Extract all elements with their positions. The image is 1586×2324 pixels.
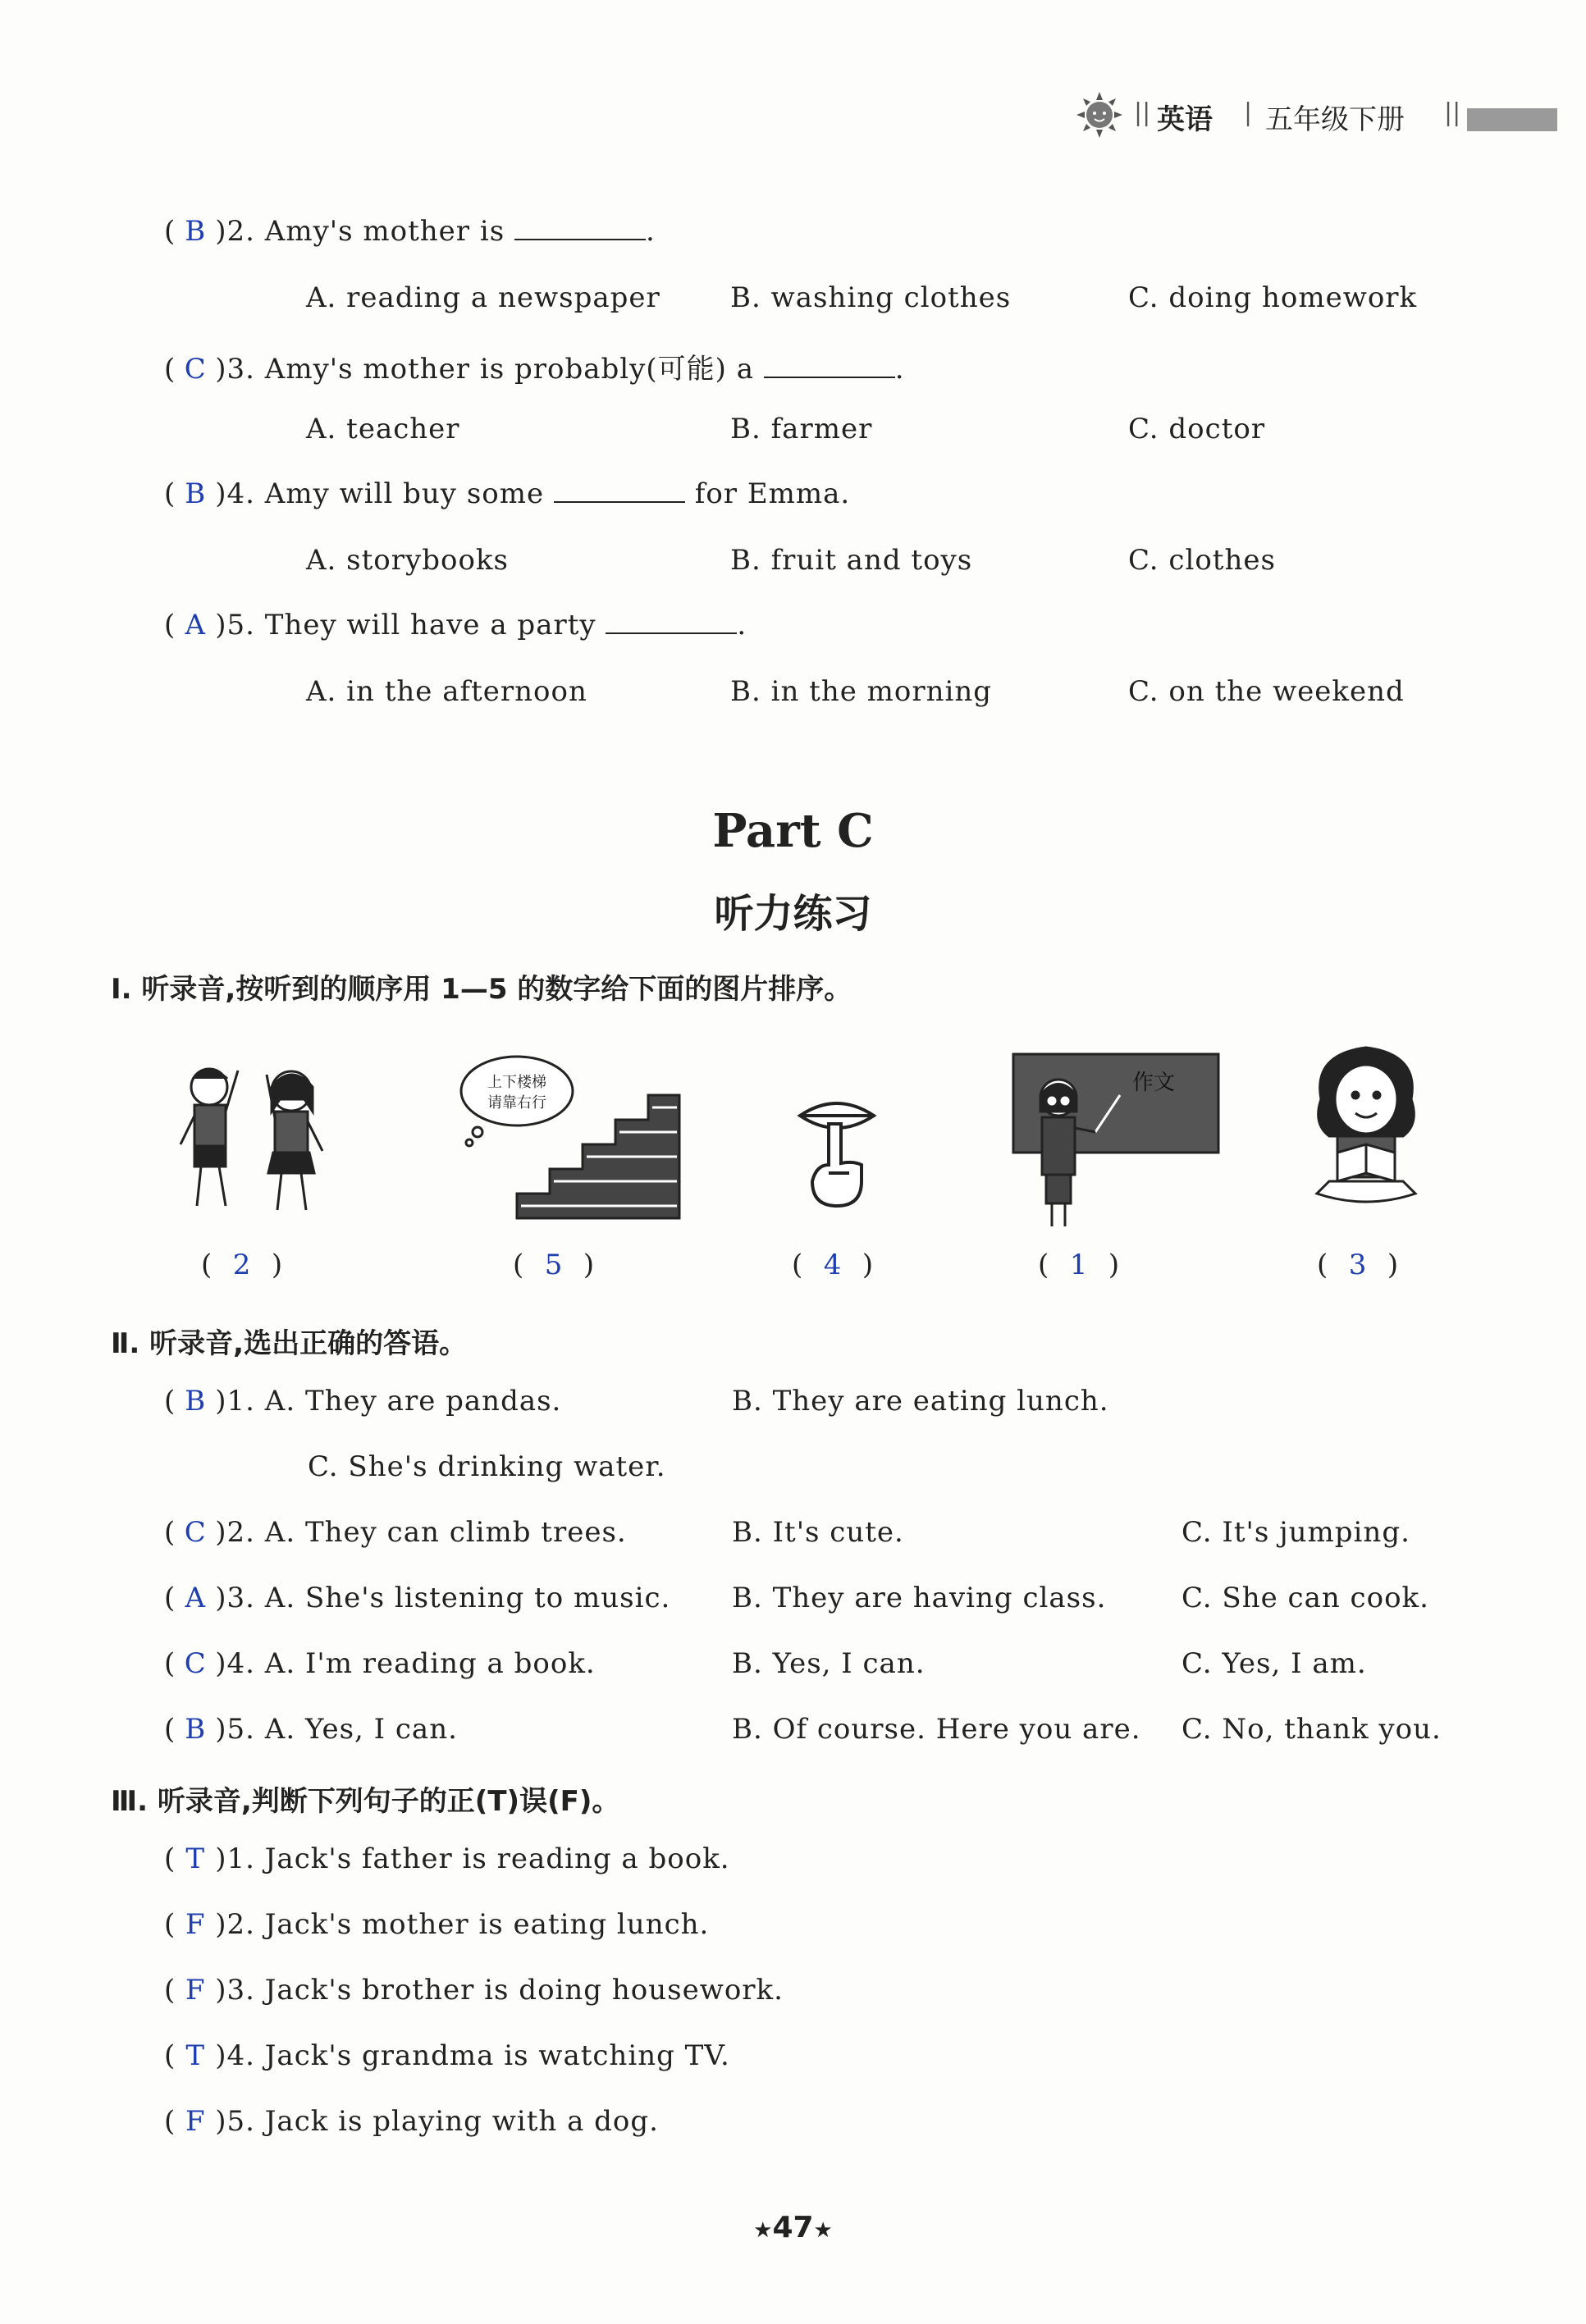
option-b: B. Of course. Here you are. <box>732 1713 1141 1746</box>
section3-heading: Ⅲ. 听录音,判断下列句子的正(T)误(F)。 <box>111 1785 620 1818</box>
option-a: A. reading a newspaper <box>306 281 660 314</box>
answer-mark: C <box>184 1647 207 1680</box>
picture-answer: ( 3 ) <box>1317 1249 1400 1281</box>
answer-mark: C <box>184 1516 207 1549</box>
option-c: C. on the weekend <box>1128 675 1405 708</box>
option-c: C. It's jumping. <box>1182 1516 1410 1549</box>
answer-mark: A <box>185 609 207 641</box>
picture-answer: ( 5 ) <box>513 1249 596 1281</box>
board-text: 作文 <box>1132 1071 1176 1095</box>
answer-mark: B <box>185 215 207 248</box>
question-row: ( C )2. A. They can climb trees. <box>164 1516 627 1549</box>
tf-row: ( F )5. Jack is playing with a dog. <box>164 2105 659 2138</box>
question-row: ( B )5. A. Yes, I can. <box>164 1713 458 1746</box>
page-number: ★47★ <box>753 2211 833 2244</box>
option-b: B. Yes, I can. <box>732 1647 926 1680</box>
question-row: ( B )2. Amy's mother is . <box>164 215 656 248</box>
option-b: B. washing clothes <box>730 281 1012 314</box>
question-row: ( A )3. A. She's listening to music. <box>164 1582 671 1614</box>
option-b: B. in the morning <box>730 675 993 708</box>
tf-row: ( T )1. Jack's father is reading a book. <box>164 1842 730 1875</box>
answer-mark: F <box>185 2105 206 2138</box>
tf-row: ( T )4. Jack's grandma is watching TV. <box>164 2039 730 2072</box>
page-header: || 英语 | 五年级下册 || <box>1075 90 1551 139</box>
answer-mark: B <box>185 1713 207 1746</box>
option-b: B. They are eating lunch. <box>732 1385 1109 1418</box>
option-b: B. It's cute. <box>732 1516 904 1549</box>
answer-mark: T <box>185 2039 206 2072</box>
part-subtitle: 听力练习 <box>714 891 872 937</box>
section2-heading: Ⅱ. 听录音,选出正确的答语。 <box>111 1327 468 1360</box>
option-c: C. She can cook. <box>1182 1582 1429 1614</box>
option-c: C. No, thank you. <box>1182 1713 1442 1746</box>
option-c: C. doctor <box>1128 413 1266 445</box>
answer-mark: C <box>184 353 207 386</box>
fill-blank <box>514 239 646 240</box>
option-a: A. teacher <box>306 413 460 445</box>
part-title: Part C <box>712 804 874 858</box>
girl-reading-picture <box>1305 1038 1428 1218</box>
option-c: C. clothes <box>1128 544 1276 577</box>
question-row: ( B )1. A. They are pandas. <box>164 1385 562 1418</box>
option-a: A. in the afternoon <box>306 675 587 708</box>
question-row: ( C )4. A. I'm reading a book. <box>164 1647 596 1680</box>
answer-mark: F <box>185 1908 206 1941</box>
option-b: B. They are having class. <box>732 1582 1107 1614</box>
stairs-sign-picture <box>459 1046 681 1226</box>
question-row: ( C )3. Amy's mother is probably(可能) a . <box>164 353 905 386</box>
header-grade: 五年级下册 <box>1265 103 1405 136</box>
question-row: ( B )4. Amy will buy some for Emma. <box>164 477 851 510</box>
fill-blank <box>764 377 895 378</box>
answer-mark: B <box>185 477 207 510</box>
option-b: B. farmer <box>730 413 873 445</box>
answer-mark: F <box>185 1974 206 2007</box>
option-a: A. storybooks <box>306 544 509 577</box>
sun-logo-icon <box>1075 90 1124 139</box>
answer-mark: B <box>185 1385 207 1418</box>
teacher-board-picture <box>1009 1050 1223 1230</box>
svg-text:请靠右行: 请靠右行 <box>487 1094 546 1112</box>
picture-answer: ( 4 ) <box>792 1249 875 1281</box>
tf-row: ( F )2. Jack's mother is eating lunch. <box>164 1908 710 1941</box>
fill-blank <box>554 501 685 503</box>
fill-blank <box>606 632 737 634</box>
header-subject: 英语 <box>1157 103 1213 136</box>
question-row: ( A )5. They will have a party . <box>164 609 747 641</box>
quiet-gesture-picture <box>792 1091 882 1214</box>
picture-answer: ( 2 ) <box>201 1249 284 1281</box>
tf-row: ( F )3. Jack's brother is doing housework. <box>164 1974 784 2007</box>
kids-stretching-picture <box>160 1054 357 1218</box>
option-c: C. Yes, I am. <box>1182 1647 1367 1680</box>
picture-answer: ( 1 ) <box>1038 1249 1121 1281</box>
star-icon: ★ <box>753 2218 773 2243</box>
section1-heading: Ⅰ. 听录音,按听到的顺序用 1—5 的数字给下面的图片排序。 <box>111 973 852 1006</box>
answer-mark: T <box>185 1842 206 1875</box>
option-b: B. fruit and toys <box>730 544 973 577</box>
svg-text:上下楼梯: 上下楼梯 <box>487 1074 546 1091</box>
answer-mark: A <box>185 1582 207 1614</box>
option-c: C. doing homework <box>1128 281 1418 314</box>
option-c: C. She's drinking water. <box>308 1450 666 1483</box>
star-icon: ★ <box>813 2218 833 2243</box>
header-gray-bar <box>1467 108 1557 131</box>
